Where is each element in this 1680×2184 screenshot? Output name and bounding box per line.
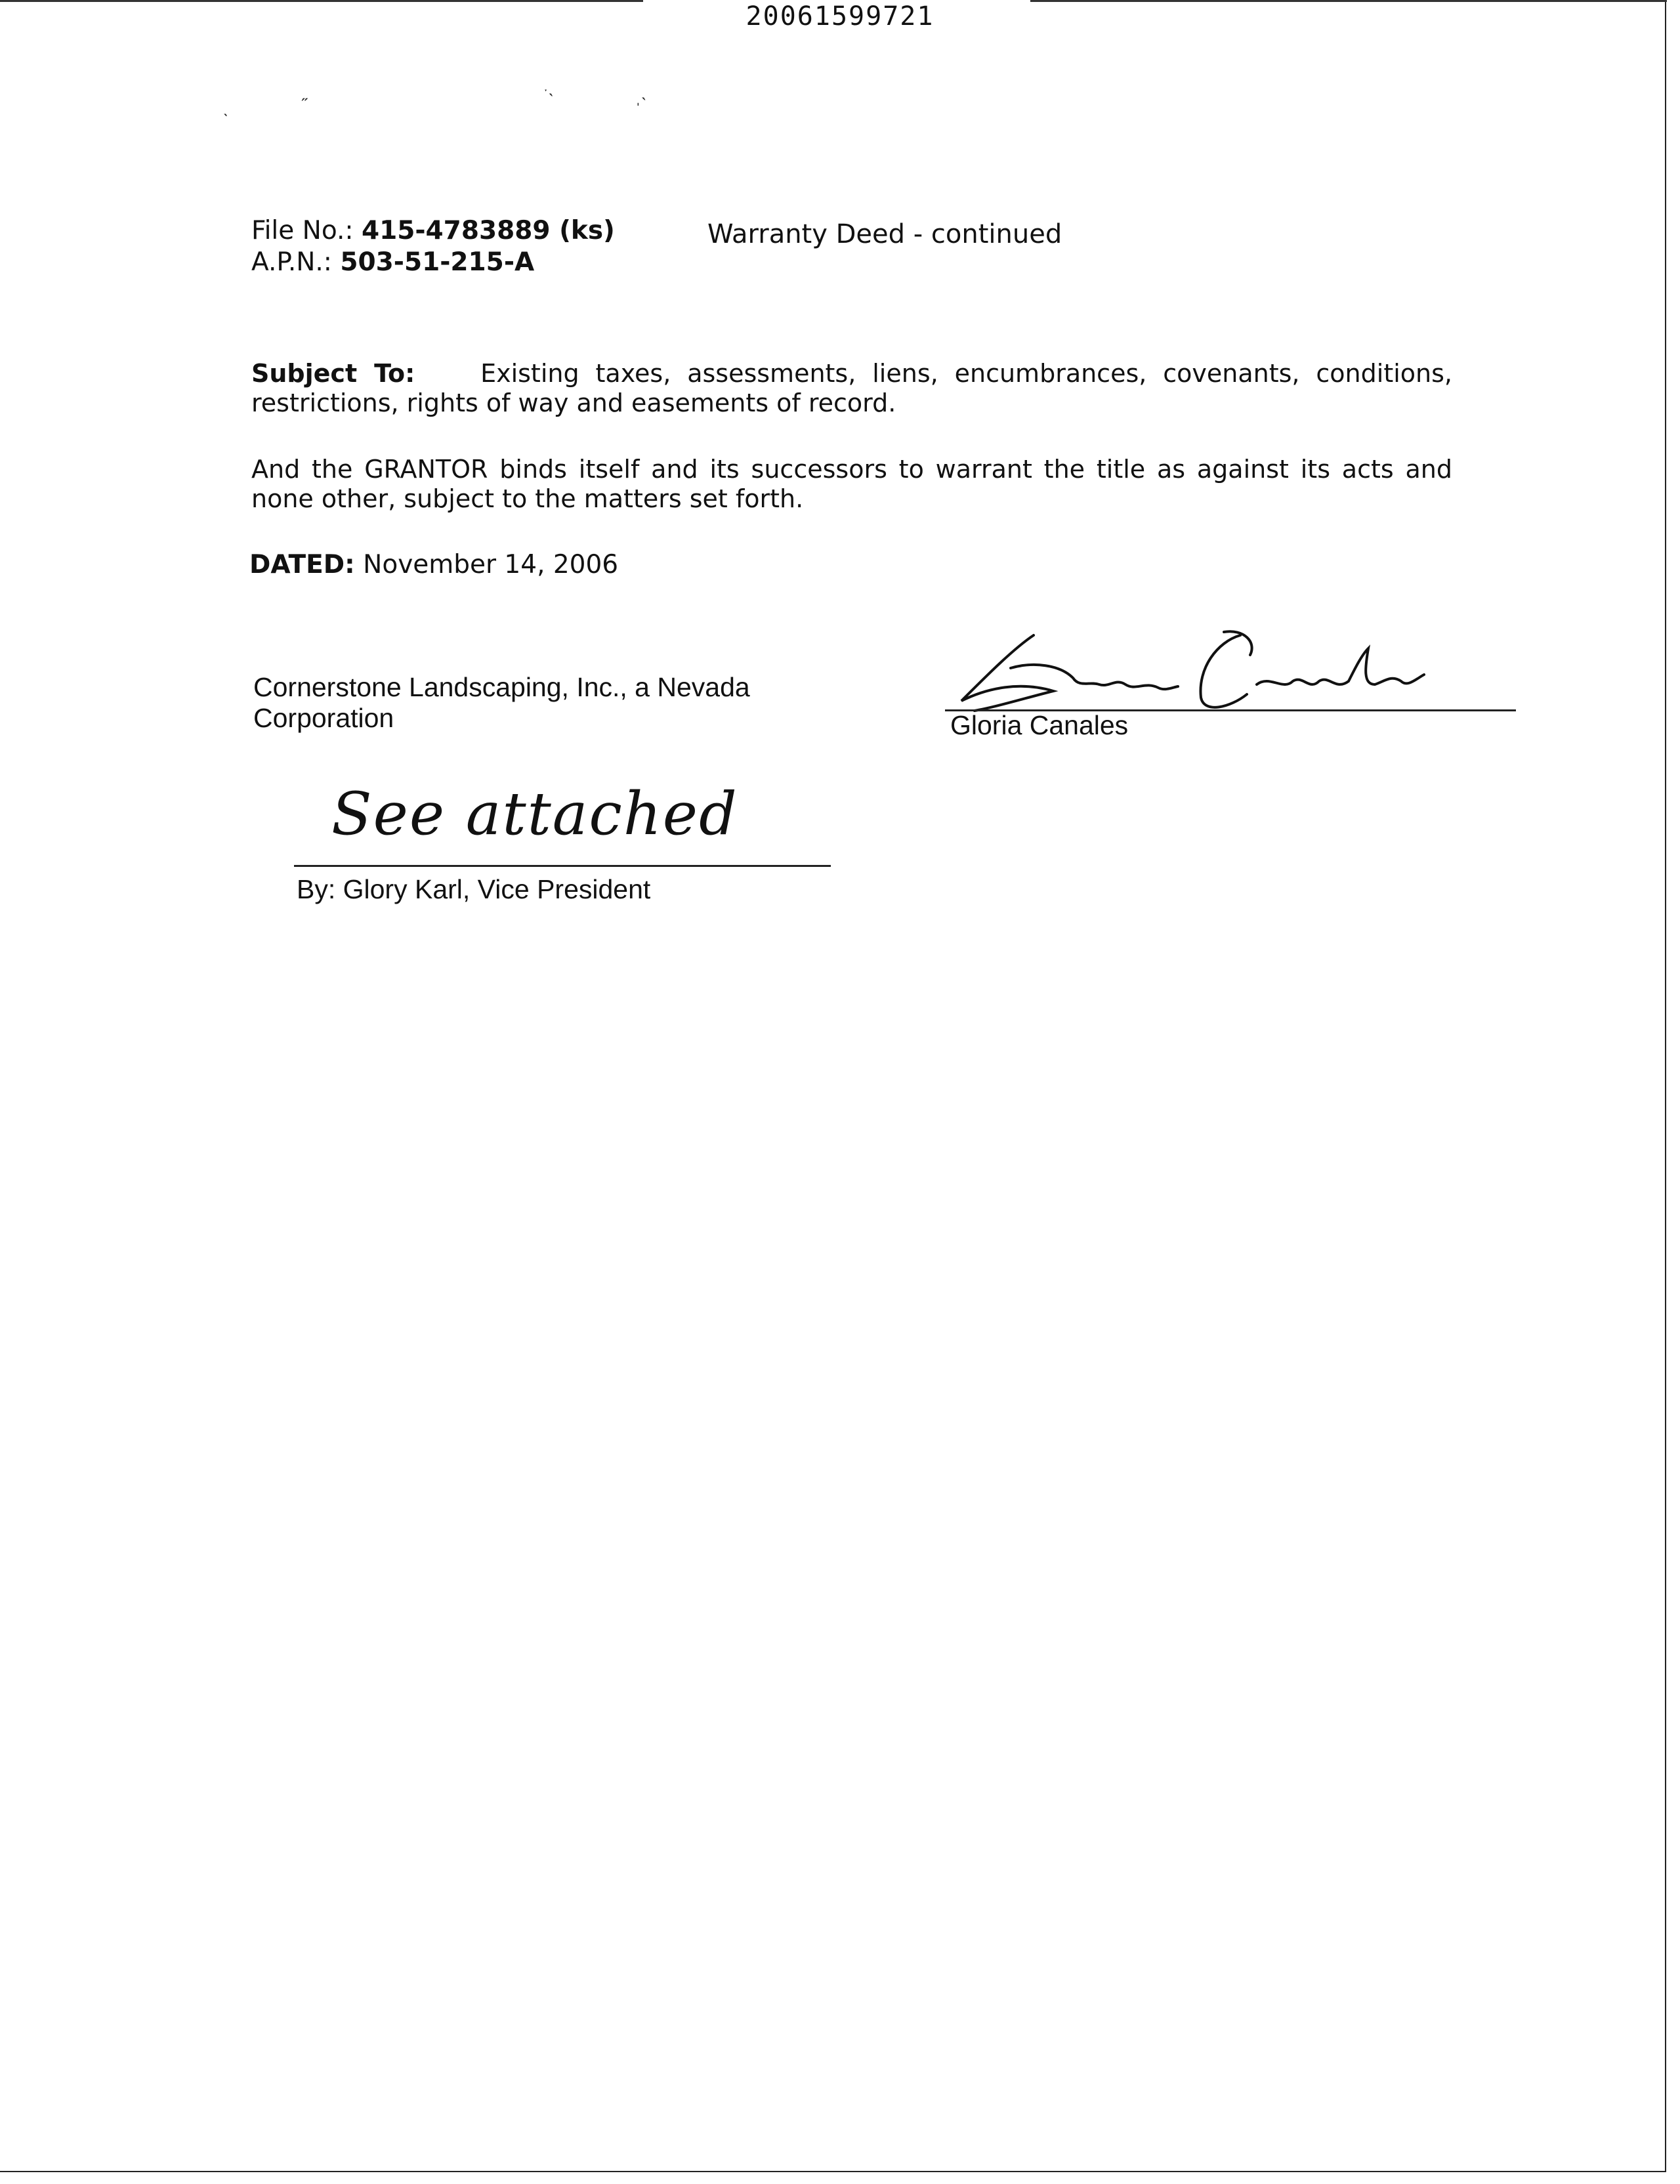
apn-label: A.P.N.: bbox=[251, 247, 332, 277]
file-number-value: 415-4783889 (ks) bbox=[361, 216, 615, 245]
signer-name: Gloria Canales bbox=[950, 710, 1129, 740]
scan-speck: ˎ bbox=[223, 97, 229, 117]
top-border-right bbox=[1030, 0, 1667, 2]
company-signer-line: By: Glory Karl, Vice President bbox=[297, 874, 651, 904]
handwritten-see-attached: See attached bbox=[331, 780, 738, 849]
subject-to-text: Existing taxes, assessments, liens, encumbrances, covenants, conditions, restrictions, rights of way and easements of record. bbox=[251, 359, 1452, 417]
scan-speck: ˑ˴ bbox=[543, 83, 554, 102]
apn-value: 503-51-215-A bbox=[340, 247, 535, 277]
file-number-label: File No.: bbox=[251, 216, 354, 245]
scan-speck: ˌ˴ bbox=[635, 87, 647, 106]
subject-to-paragraph bbox=[251, 359, 1452, 418]
grantor-clause: And the GRANTOR binds itself and its successors to warrant the title as against its acts and none other, subject to the matters set forth. bbox=[251, 455, 1452, 513]
document-number: 20061599721 bbox=[746, 1, 934, 32]
scan-speck: ˶ bbox=[302, 87, 308, 107]
subject-to-label: Subject To: bbox=[251, 359, 415, 388]
dated-line bbox=[249, 550, 618, 579]
grantor-company: Cornerstone Landscaping, Inc., a Nevada Corporation bbox=[253, 672, 750, 733]
dated-value: November 14, 2006 bbox=[363, 550, 619, 579]
top-border-left bbox=[0, 0, 643, 2]
apn-row bbox=[251, 247, 615, 278]
signature-line-company bbox=[294, 865, 831, 867]
document-title: Warranty Deed - continued bbox=[707, 219, 1062, 249]
file-number-row bbox=[251, 215, 615, 247]
file-info bbox=[251, 215, 615, 278]
dated-label: DATED: bbox=[249, 550, 355, 579]
